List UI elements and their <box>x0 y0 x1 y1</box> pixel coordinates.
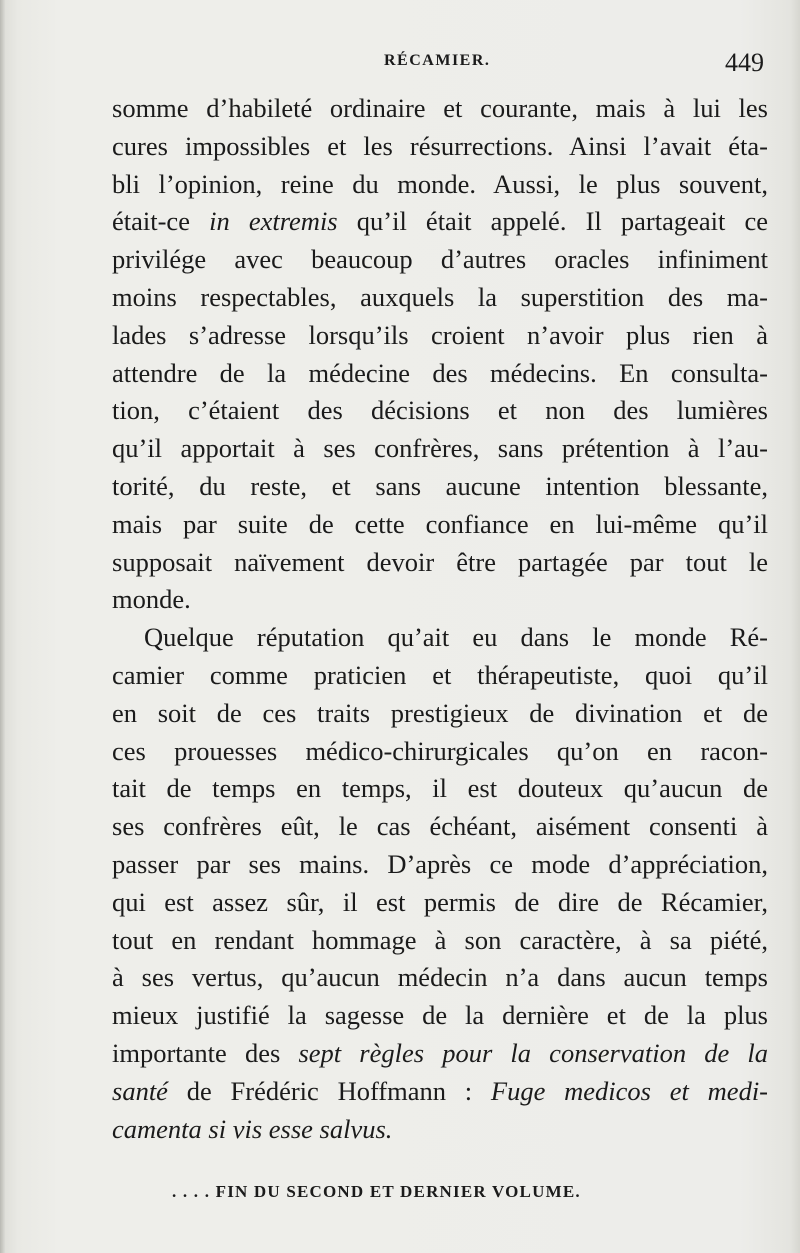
text-line: attendre de la médecine des médecins. En consulta- <box>112 357 768 388</box>
text-line: tait de temps en temps, il est douteux qu’aucun de <box>112 773 768 804</box>
body-text <box>112 90 768 1148</box>
text-line: Quelque réputation qu’ait eu dans le monde Ré- <box>144 622 768 653</box>
text-line: qui est assez sûr, il est permis de dire de Récamier, <box>112 886 768 917</box>
text-line: cures impossibles et les résurrections. Ainsi l’avait éta- <box>112 130 768 161</box>
text-line: torité, du reste, et sans aucune intention blessante, <box>112 470 768 501</box>
text-line: importante des sept règles pour la conservation de la <box>112 1037 768 1068</box>
text-line: camier comme praticien et thérapeutiste, quoi qu’il <box>112 659 768 690</box>
running-title: RÉCAMIER. <box>384 52 491 69</box>
text-line: mais par suite de cette confiance en lui-même qu’il <box>112 508 768 539</box>
end-of-volume-line <box>172 1182 581 1202</box>
text-line: tion, c’étaient des décisions et non des lumières <box>112 395 768 426</box>
text-line: somme d’habileté ordinaire et courante, mais à lui les <box>112 93 768 123</box>
text-line: monde. <box>112 584 191 615</box>
running-head <box>112 48 770 82</box>
end-of-volume-text: FIN DU SECOND ET DERNIER VOLUME. <box>215 1182 581 1201</box>
italic-text: camenta si vis esse salvus. <box>112 1113 393 1144</box>
italic-text: santé <box>112 1075 168 1106</box>
text-line: tout en rendant hommage à son caractère, à sa piété, <box>112 924 768 955</box>
italic-text: Fuge medicos et medi- <box>490 1075 769 1106</box>
italic-text: in extremis <box>209 206 338 237</box>
text-line: mieux justifié la sagesse de la dernière et de la plus <box>112 1000 768 1031</box>
text-line: était-ce in extremis qu’il était appelé. Il partageait ce <box>112 206 768 237</box>
text-line: privilége avec beaucoup d’autres oracles infiniment <box>112 244 768 275</box>
text-line: ses confrères eût, le cas échéant, aisément consenti à <box>112 811 768 842</box>
text-line: en soit de ces traits prestigieux de divination et de <box>112 697 768 728</box>
end-dots: . . . . <box>172 1182 216 1201</box>
page-number: 449 <box>725 48 764 77</box>
text-line: passer par ses mains. D’après ce mode d’appréciation, <box>112 848 768 879</box>
text-line: à ses vertus, qu’aucun médecin n’a dans aucun temps <box>112 962 768 993</box>
text-line: ces prouesses médico-chirurgicales qu’on en racon- <box>112 735 768 766</box>
text-line: santé de Frédéric Hoffmann : Fuge medicos et medi- <box>112 1075 769 1106</box>
text-line: supposait naïvement devoir être partagée par tout le <box>112 546 768 577</box>
italic-text: sept règles pour la conservation de la <box>298 1037 768 1068</box>
page-edge <box>0 0 6 1253</box>
text-line: moins respectables, auxquels la superstition des ma- <box>112 281 768 312</box>
text-line: qu’il apportait à ses confrères, sans prétention à l’au- <box>112 433 768 464</box>
text-line: bli l’opinion, reine du monde. Aussi, le plus souvent, <box>112 168 768 199</box>
text-line: lades s’adresse lorsqu’ils croient n’avoir plus rien à <box>112 319 768 350</box>
text-line <box>112 1111 768 1149</box>
